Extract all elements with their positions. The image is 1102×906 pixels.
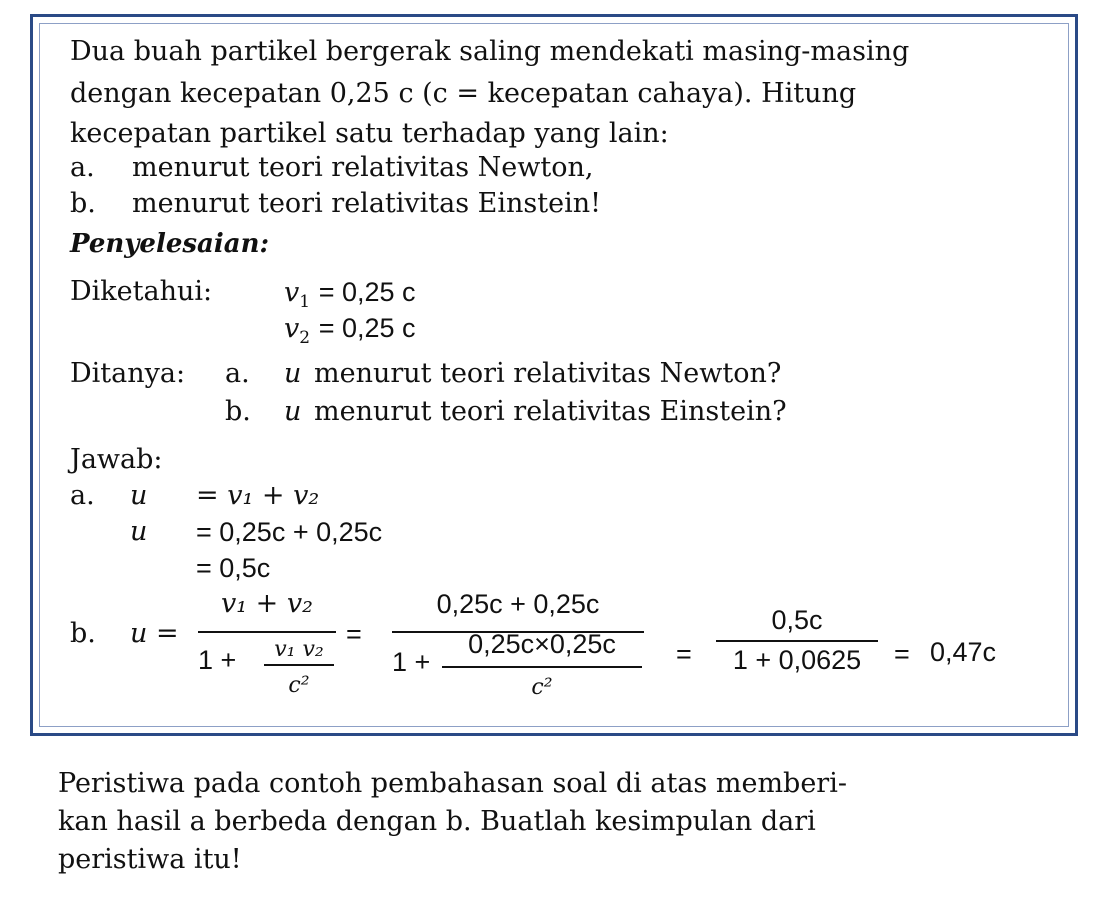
v1-symbol: v	[284, 277, 300, 308]
fraction1-denominator-prefix: 1 +	[198, 645, 237, 675]
fraction2-inner-denominator: c²	[531, 675, 553, 700]
task-line-3: peristiwa itu!	[58, 844, 242, 875]
problem-line-3: kecepatan partikel satu terhadap yang lain:	[70, 118, 669, 149]
v2-value: = 0,25 c	[318, 313, 416, 343]
answer-a-line2-rhs: = 0,25c + 0,25c	[196, 517, 383, 547]
fraction-einstein-numeric	[392, 584, 644, 714]
asked-b-text: menurut teori relativitas Einstein?	[314, 396, 787, 427]
answer-a-label: a.	[70, 480, 95, 511]
answer-a-line3-rhs: = 0,5c	[196, 553, 271, 583]
asked-b-label: b.	[225, 396, 251, 427]
equals-3: =	[894, 639, 910, 669]
fraction2-inner-numerator: 0,25c×0,25c	[468, 629, 616, 659]
fraction-einstein-symbolic	[198, 584, 336, 714]
v2-symbol: v	[284, 313, 300, 344]
result-value: 0,47c	[930, 637, 997, 667]
equals-2: =	[676, 639, 692, 669]
solution-heading: Penyelesaian:	[70, 229, 270, 259]
asked-label: Ditanya:	[70, 358, 186, 389]
answer-b-lhs: u =	[130, 618, 179, 649]
asked-b-variable: u	[284, 396, 302, 427]
item-b-label: b.	[70, 188, 96, 219]
item-b-text: menurut teori relativitas Einstein!	[132, 188, 601, 219]
task-line-2: kan hasil a berbeda dengan b. Buatlah kesimpulan dari	[58, 806, 816, 837]
v2-subscript: 2	[299, 328, 311, 348]
item-a-text: menurut teori relativitas Newton,	[132, 152, 594, 183]
fraction1-inner-numerator: v₁ v₂	[274, 637, 324, 662]
asked-a-text: menurut teori relativitas Newton?	[314, 358, 782, 389]
problem-line-2-text: dengan kecepatan 0,25 c (c = kecepatan cahaya). Hitung	[70, 78, 857, 109]
fraction2-numerator: 0,25c + 0,25c	[436, 589, 600, 619]
item-a-label: a.	[70, 152, 95, 183]
answer-a-line2-lhs: u	[130, 516, 148, 547]
problem-line-1: Dua buah partikel bergerak saling mendekati masing-masing	[70, 36, 910, 67]
asked-a-label: a.	[225, 358, 250, 389]
task-line-1: Peristiwa pada contoh pembahasan soal di atas memberi-	[58, 768, 847, 799]
fraction1-inner-denominator: c²	[288, 673, 310, 698]
fraction3-denominator: 1 + 0,0625	[732, 645, 862, 675]
problem-line-2	[70, 74, 1040, 114]
answer-label: Jawab:	[70, 444, 163, 475]
asked-a-variable: u	[284, 358, 302, 389]
answer-b-label: b.	[70, 618, 96, 649]
v1-subscript: 1	[299, 292, 311, 312]
fraction-simplified	[716, 600, 878, 680]
equals-1: =	[346, 619, 362, 649]
v1-value: = 0,25 c	[318, 277, 416, 307]
answer-a-line1-rhs: = v₁ + v₂	[196, 480, 320, 511]
fraction2-denominator-prefix: 1 +	[392, 647, 431, 677]
fraction3-numerator: 0,5c	[771, 605, 823, 635]
v2-statement	[284, 308, 416, 358]
known-label: Diketahui:	[70, 276, 213, 307]
answer-a-line1-lhs: u	[130, 480, 148, 511]
fraction1-numerator: v₁ + v₂	[221, 588, 313, 619]
